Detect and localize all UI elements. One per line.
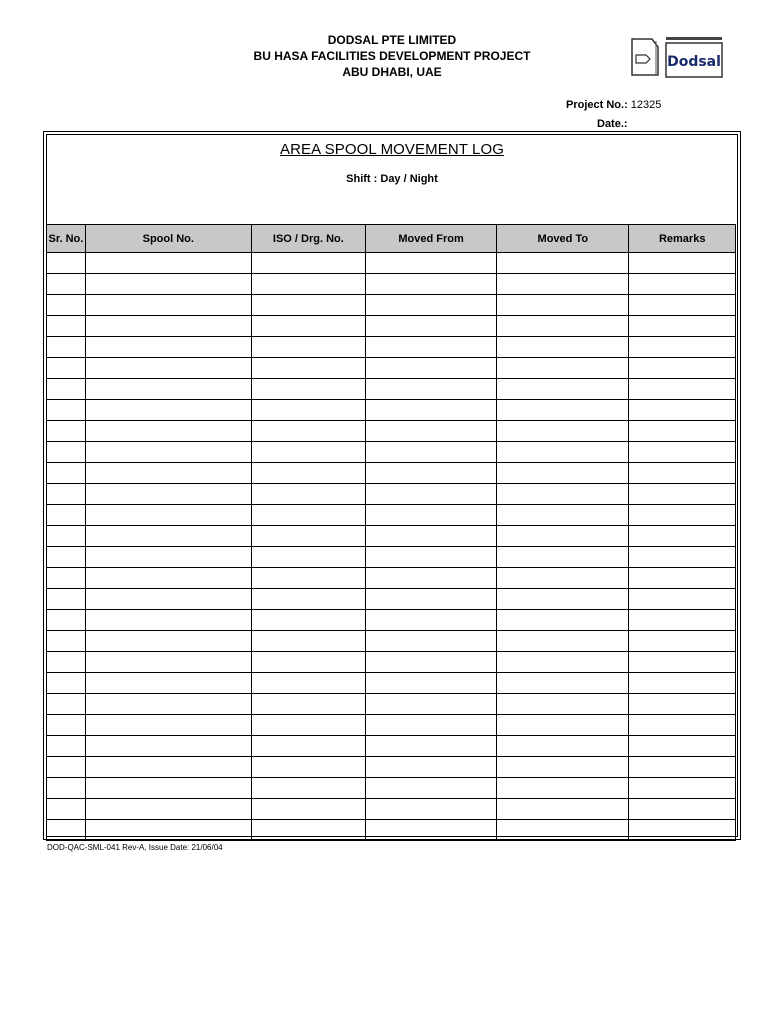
cell-sr[interactable] bbox=[47, 631, 86, 652]
table-row bbox=[47, 736, 736, 757]
cell-sr[interactable] bbox=[47, 400, 86, 421]
cell-to[interactable] bbox=[497, 337, 629, 358]
spool-log-form bbox=[43, 131, 741, 840]
form-title: AREA SPOOL MOVEMENT LOG bbox=[279, 141, 505, 158]
project-no-label: Project No.: bbox=[566, 99, 628, 111]
table-row bbox=[47, 547, 736, 568]
cell-sr[interactable] bbox=[47, 358, 86, 379]
cell-remarks[interactable] bbox=[629, 421, 736, 442]
cell-sr[interactable] bbox=[47, 547, 86, 568]
table-row bbox=[47, 505, 736, 526]
cell-iso[interactable] bbox=[251, 295, 365, 316]
cell-iso[interactable] bbox=[251, 820, 365, 841]
cell-sr[interactable] bbox=[47, 463, 86, 484]
cell-remarks[interactable] bbox=[629, 463, 736, 484]
cell-from[interactable] bbox=[365, 316, 496, 337]
table-row bbox=[47, 694, 736, 715]
cell-sr[interactable] bbox=[47, 568, 86, 589]
cell-remarks[interactable] bbox=[629, 379, 736, 400]
cell-iso[interactable] bbox=[251, 589, 365, 610]
cell-spool[interactable] bbox=[85, 505, 251, 526]
cell-sr[interactable] bbox=[47, 694, 86, 715]
table-row bbox=[47, 589, 736, 610]
cell-sr[interactable] bbox=[47, 484, 86, 505]
cell-spool[interactable] bbox=[85, 778, 251, 799]
cell-from[interactable] bbox=[365, 652, 496, 673]
cell-sr[interactable] bbox=[47, 757, 86, 778]
cell-iso[interactable] bbox=[251, 442, 365, 463]
cell-iso[interactable] bbox=[251, 421, 365, 442]
cell-from[interactable] bbox=[365, 379, 496, 400]
cell-to[interactable] bbox=[497, 442, 629, 463]
cell-from[interactable] bbox=[365, 484, 496, 505]
cell-iso[interactable] bbox=[251, 799, 365, 820]
cell-to[interactable] bbox=[497, 757, 629, 778]
cell-from[interactable] bbox=[365, 610, 496, 631]
cell-remarks[interactable] bbox=[629, 568, 736, 589]
cell-sr[interactable] bbox=[47, 295, 86, 316]
table-row bbox=[47, 715, 736, 736]
cell-from[interactable] bbox=[365, 421, 496, 442]
cell-remarks[interactable] bbox=[629, 820, 736, 841]
cell-spool[interactable] bbox=[85, 631, 251, 652]
cell-from[interactable] bbox=[365, 526, 496, 547]
cell-iso[interactable] bbox=[251, 253, 365, 274]
cell-to[interactable] bbox=[497, 274, 629, 295]
table-row bbox=[47, 316, 736, 337]
cell-spool[interactable] bbox=[85, 379, 251, 400]
date-label: Date.: bbox=[597, 118, 628, 130]
cell-to[interactable] bbox=[497, 694, 629, 715]
cell-iso[interactable] bbox=[251, 568, 365, 589]
cell-from[interactable] bbox=[365, 400, 496, 421]
cell-spool[interactable] bbox=[85, 568, 251, 589]
cell-from[interactable] bbox=[365, 463, 496, 484]
cell-iso[interactable] bbox=[251, 526, 365, 547]
cell-from[interactable] bbox=[365, 589, 496, 610]
cell-sr[interactable] bbox=[47, 589, 86, 610]
cell-to[interactable] bbox=[497, 799, 629, 820]
table-row bbox=[47, 295, 736, 316]
cell-iso[interactable] bbox=[251, 610, 365, 631]
company-header bbox=[200, 32, 584, 80]
cell-to[interactable] bbox=[497, 253, 629, 274]
cell-remarks[interactable] bbox=[629, 316, 736, 337]
cell-to[interactable] bbox=[497, 379, 629, 400]
table-row bbox=[47, 631, 736, 652]
cell-from[interactable] bbox=[365, 694, 496, 715]
cell-spool[interactable] bbox=[85, 736, 251, 757]
cell-iso[interactable] bbox=[251, 778, 365, 799]
col-header-moved-from: Moved From bbox=[365, 225, 496, 253]
cell-from[interactable] bbox=[365, 736, 496, 757]
cell-to[interactable] bbox=[497, 610, 629, 631]
table-row bbox=[47, 778, 736, 799]
cell-from[interactable] bbox=[365, 253, 496, 274]
cell-sr[interactable] bbox=[47, 715, 86, 736]
cell-spool[interactable] bbox=[85, 358, 251, 379]
table-row bbox=[47, 400, 736, 421]
cell-remarks[interactable] bbox=[629, 505, 736, 526]
cell-sr[interactable] bbox=[47, 442, 86, 463]
cell-remarks[interactable] bbox=[629, 295, 736, 316]
cell-spool[interactable] bbox=[85, 715, 251, 736]
cell-spool[interactable] bbox=[85, 442, 251, 463]
cell-iso[interactable] bbox=[251, 463, 365, 484]
cell-remarks[interactable] bbox=[629, 673, 736, 694]
table-row bbox=[47, 568, 736, 589]
table-header-row bbox=[47, 225, 736, 253]
table-row bbox=[47, 799, 736, 820]
movement-log-table bbox=[46, 224, 736, 841]
table-row bbox=[47, 421, 736, 442]
cell-iso[interactable] bbox=[251, 316, 365, 337]
table-row bbox=[47, 820, 736, 841]
cell-from[interactable] bbox=[365, 547, 496, 568]
table-row bbox=[47, 757, 736, 778]
cell-iso[interactable] bbox=[251, 757, 365, 778]
cell-iso[interactable] bbox=[251, 505, 365, 526]
col-header-sr-no: Sr. No. bbox=[47, 225, 86, 253]
logo-mark-icon bbox=[630, 35, 724, 81]
cell-remarks[interactable] bbox=[629, 547, 736, 568]
cell-spool[interactable] bbox=[85, 526, 251, 547]
col-header-remarks: Remarks bbox=[629, 225, 736, 253]
table-row bbox=[47, 673, 736, 694]
cell-remarks[interactable] bbox=[629, 400, 736, 421]
cell-to[interactable] bbox=[497, 463, 629, 484]
project-name: BU HASA FACILITIES DEVELOPMENT PROJECT bbox=[253, 49, 531, 63]
cell-to[interactable] bbox=[497, 400, 629, 421]
cell-spool[interactable] bbox=[85, 757, 251, 778]
col-header-spool-no: Spool No. bbox=[85, 225, 251, 253]
cell-remarks[interactable] bbox=[629, 652, 736, 673]
table-row bbox=[47, 610, 736, 631]
cell-sr[interactable] bbox=[47, 778, 86, 799]
cell-sr[interactable] bbox=[47, 379, 86, 400]
cell-sr[interactable] bbox=[47, 736, 86, 757]
cell-remarks[interactable] bbox=[629, 358, 736, 379]
cell-spool[interactable] bbox=[85, 652, 251, 673]
cell-spool[interactable] bbox=[85, 295, 251, 316]
table-row bbox=[47, 337, 736, 358]
cell-iso[interactable] bbox=[251, 715, 365, 736]
cell-from[interactable] bbox=[365, 778, 496, 799]
cell-spool[interactable] bbox=[85, 610, 251, 631]
col-header-moved-to: Moved To bbox=[497, 225, 629, 253]
cell-from[interactable] bbox=[365, 337, 496, 358]
cell-spool[interactable] bbox=[85, 694, 251, 715]
cell-sr[interactable] bbox=[47, 820, 86, 841]
table-row bbox=[47, 442, 736, 463]
cell-spool[interactable] bbox=[85, 547, 251, 568]
col-header-iso-drg-no: ISO / Drg. No. bbox=[251, 225, 365, 253]
cell-from[interactable] bbox=[365, 358, 496, 379]
table-row bbox=[47, 526, 736, 547]
table-row bbox=[47, 484, 736, 505]
cell-to[interactable] bbox=[497, 631, 629, 652]
cell-remarks[interactable] bbox=[629, 631, 736, 652]
cell-spool[interactable] bbox=[85, 673, 251, 694]
cell-to[interactable] bbox=[497, 778, 629, 799]
cell-from[interactable] bbox=[365, 757, 496, 778]
cell-spool[interactable] bbox=[85, 421, 251, 442]
cell-iso[interactable] bbox=[251, 547, 365, 568]
cell-from[interactable] bbox=[365, 274, 496, 295]
table-row bbox=[47, 358, 736, 379]
cell-spool[interactable] bbox=[85, 484, 251, 505]
cell-sr[interactable] bbox=[47, 652, 86, 673]
shift-selector[interactable]: Shift : Day / Night bbox=[346, 173, 438, 185]
cell-remarks[interactable] bbox=[629, 778, 736, 799]
cell-iso[interactable] bbox=[251, 631, 365, 652]
cell-to[interactable] bbox=[497, 295, 629, 316]
cell-to[interactable] bbox=[497, 673, 629, 694]
cell-from[interactable] bbox=[365, 631, 496, 652]
project-location: ABU DHABI, UAE bbox=[342, 65, 442, 79]
cell-remarks[interactable] bbox=[629, 757, 736, 778]
cell-iso[interactable] bbox=[251, 274, 365, 295]
cell-iso[interactable] bbox=[251, 379, 365, 400]
cell-remarks[interactable] bbox=[629, 484, 736, 505]
cell-iso[interactable] bbox=[251, 358, 365, 379]
cell-iso[interactable] bbox=[251, 337, 365, 358]
cell-iso[interactable] bbox=[251, 652, 365, 673]
cell-remarks[interactable] bbox=[629, 715, 736, 736]
cell-to[interactable] bbox=[497, 589, 629, 610]
cell-sr[interactable] bbox=[47, 799, 86, 820]
cell-to[interactable] bbox=[497, 526, 629, 547]
cell-iso[interactable] bbox=[251, 400, 365, 421]
cell-from[interactable] bbox=[365, 673, 496, 694]
cell-remarks[interactable] bbox=[629, 694, 736, 715]
cell-sr[interactable] bbox=[47, 337, 86, 358]
logo-text: Dodsal bbox=[667, 54, 721, 70]
cell-sr[interactable] bbox=[47, 526, 86, 547]
cell-remarks[interactable] bbox=[629, 274, 736, 295]
cell-from[interactable] bbox=[365, 295, 496, 316]
table-row bbox=[47, 274, 736, 295]
company-name: DODSAL PTE LIMITED bbox=[327, 33, 457, 47]
cell-spool[interactable] bbox=[85, 274, 251, 295]
cell-iso[interactable] bbox=[251, 484, 365, 505]
cell-remarks[interactable] bbox=[629, 589, 736, 610]
cell-remarks[interactable] bbox=[629, 610, 736, 631]
cell-to[interactable] bbox=[497, 715, 629, 736]
cell-to[interactable] bbox=[497, 358, 629, 379]
cell-remarks[interactable] bbox=[629, 736, 736, 757]
table-row bbox=[47, 379, 736, 400]
cell-from[interactable] bbox=[365, 799, 496, 820]
cell-from[interactable] bbox=[365, 442, 496, 463]
cell-remarks[interactable] bbox=[629, 337, 736, 358]
cell-remarks[interactable] bbox=[629, 526, 736, 547]
table-row bbox=[47, 253, 736, 274]
cell-sr[interactable] bbox=[47, 253, 86, 274]
cell-to[interactable] bbox=[497, 505, 629, 526]
cell-sr[interactable] bbox=[47, 316, 86, 337]
cell-spool[interactable] bbox=[85, 799, 251, 820]
cell-from[interactable] bbox=[365, 820, 496, 841]
cell-from[interactable] bbox=[365, 568, 496, 589]
cell-iso[interactable] bbox=[251, 736, 365, 757]
table-row bbox=[47, 463, 736, 484]
cell-spool[interactable] bbox=[85, 400, 251, 421]
document-code: DOD-QAC-SML-041 Rev-A, Issue Date: 21/06/04 bbox=[47, 843, 223, 852]
cell-spool[interactable] bbox=[85, 589, 251, 610]
cell-from[interactable] bbox=[365, 505, 496, 526]
table-row bbox=[47, 652, 736, 673]
cell-to[interactable] bbox=[497, 547, 629, 568]
cell-sr[interactable] bbox=[47, 673, 86, 694]
cell-sr[interactable] bbox=[47, 274, 86, 295]
form-inner-frame bbox=[46, 134, 738, 837]
cell-from[interactable] bbox=[365, 715, 496, 736]
cell-sr[interactable] bbox=[47, 610, 86, 631]
cell-to[interactable] bbox=[497, 652, 629, 673]
cell-iso[interactable] bbox=[251, 673, 365, 694]
date-line bbox=[597, 117, 628, 131]
table-body bbox=[47, 253, 736, 841]
cell-to[interactable] bbox=[497, 484, 629, 505]
cell-sr[interactable] bbox=[47, 421, 86, 442]
cell-remarks[interactable] bbox=[629, 253, 736, 274]
project-no-line bbox=[566, 98, 661, 112]
cell-spool[interactable] bbox=[85, 820, 251, 841]
cell-to[interactable] bbox=[497, 820, 629, 841]
cell-remarks[interactable] bbox=[629, 442, 736, 463]
dodsal-logo bbox=[630, 35, 724, 81]
cell-spool[interactable] bbox=[85, 463, 251, 484]
cell-to[interactable] bbox=[497, 316, 629, 337]
cell-spool[interactable] bbox=[85, 337, 251, 358]
cell-to[interactable] bbox=[497, 568, 629, 589]
cell-spool[interactable] bbox=[85, 316, 251, 337]
cell-spool[interactable] bbox=[85, 253, 251, 274]
project-no-value: 12325 bbox=[630, 99, 662, 111]
cell-iso[interactable] bbox=[251, 694, 365, 715]
cell-to[interactable] bbox=[497, 421, 629, 442]
cell-sr[interactable] bbox=[47, 505, 86, 526]
cell-remarks[interactable] bbox=[629, 799, 736, 820]
cell-to[interactable] bbox=[497, 736, 629, 757]
